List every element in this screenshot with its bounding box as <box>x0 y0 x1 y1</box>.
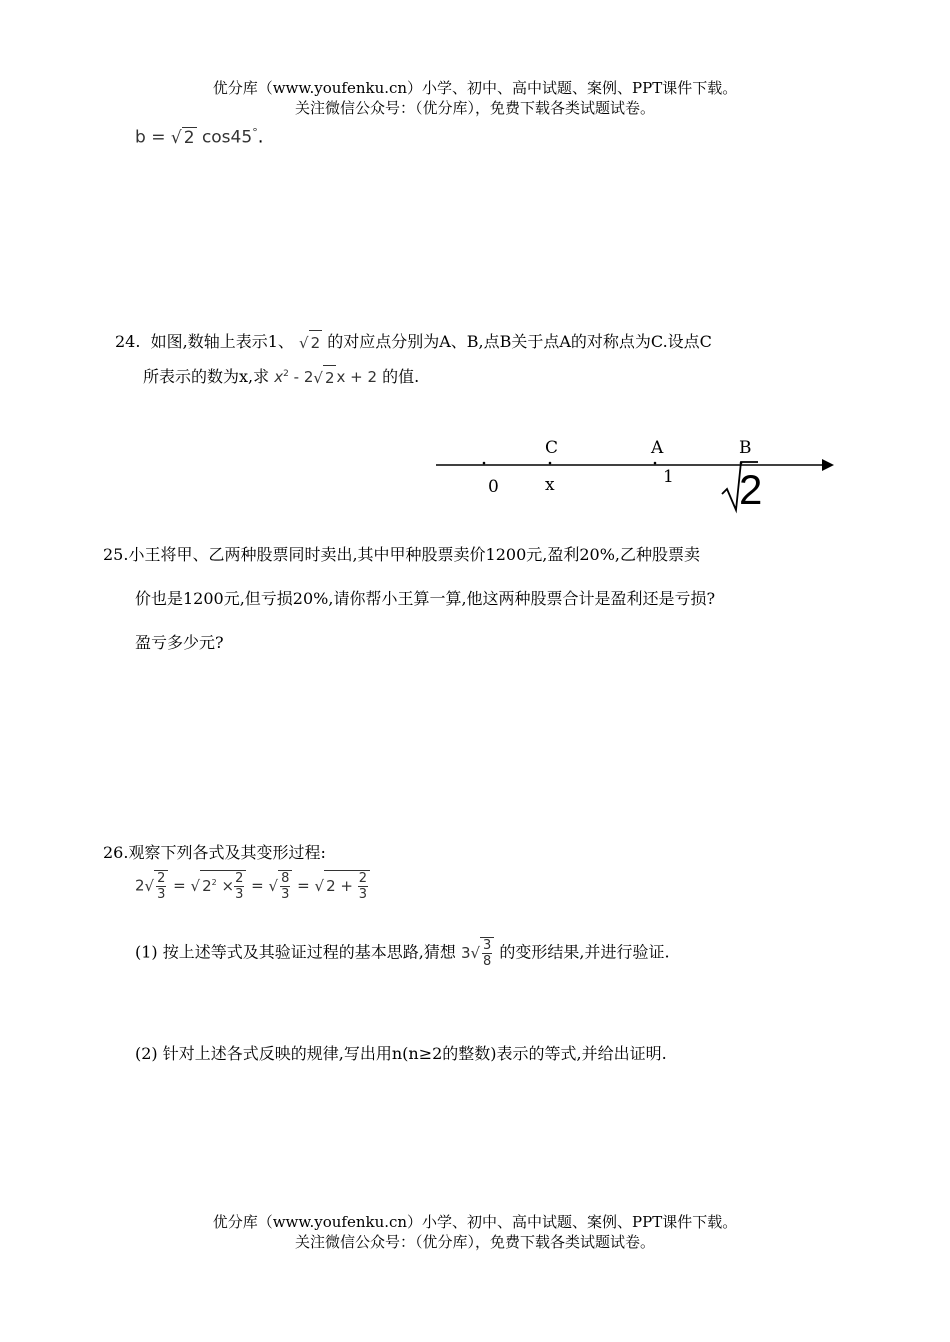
label-c: C <box>545 438 559 458</box>
number-line-arrow <box>822 459 834 471</box>
eq-sign-3: = <box>297 876 310 895</box>
eq-f1-num: 2 <box>157 871 166 886</box>
q26-p1-text-b: 的变形结果,并进行验证. <box>499 942 670 962</box>
eq-f3-num: 8 <box>281 871 290 886</box>
eq-f3-den: 3 <box>281 887 290 902</box>
q24-text-2b: 的值. <box>382 367 420 386</box>
tick-zero <box>483 462 486 465</box>
header-line-1: 优分库（www.youfenku.cn）小学、初中、高中试题、案例、PPT课件下载。 <box>212 79 738 97</box>
expr-tail: x + 2 <box>336 368 378 386</box>
q26-equation <box>135 870 370 902</box>
q26-part-2: (2) 针对上述各式反映的规律,写出用n(n≥2的整数)表示的等式,并给出证明. <box>135 1044 667 1063</box>
q24-text-2a: 所表示的数为x,求 <box>143 367 270 386</box>
p1-coef: 3 <box>460 943 471 962</box>
formula-period: . <box>257 126 264 148</box>
eq-sqrt-2: √ $2^2$ × $\frac{2}{3}$ <box>191 870 247 902</box>
eq-coef: 2 <box>135 876 145 895</box>
q24-text-1a: 如图,数轴上表示1、 <box>150 332 294 351</box>
formula-lhs: b = <box>135 127 166 148</box>
footer-line-1: 优分库（www.youfenku.cn）小学、初中、高中试题、案例、PPT课件下载。 <box>212 1213 738 1231</box>
q26-intro: 26.观察下列各式及其变形过程: <box>103 843 326 862</box>
q24-text-1b: 的对应点分别为A、B,点B关于点A的对称点为C.设点C <box>327 332 712 351</box>
eq-sqrt-1: √ $\frac{2}{3}$ <box>145 870 169 902</box>
eq-f4-num: 2 <box>358 871 368 886</box>
q24-number: 24. <box>115 332 141 351</box>
formula-degree: ° <box>252 126 258 139</box>
formula-cos: cos45 <box>201 127 253 148</box>
eq-f1-den: 3 <box>157 887 166 902</box>
expr-minus: - <box>293 368 300 386</box>
p1-num: 3 <box>483 938 492 953</box>
eq-times: × <box>221 877 235 895</box>
eq-sqrt-4: √ 2 + $\frac{2}{3}$ <box>315 870 371 902</box>
eq-base: 2 <box>202 877 212 895</box>
expr-coef: 2 <box>303 368 314 386</box>
tick-c <box>549 462 552 465</box>
eq-sign-2: = <box>251 876 264 895</box>
expr-radicand: 2 <box>323 365 337 390</box>
formula-radicand: 2 <box>183 128 195 149</box>
q24-sqrt2: √ 2 <box>299 330 322 355</box>
q25-line-1: 25.小王将甲、乙两种股票同时卖出,其中甲种股票卖价1200元,盈利20%,乙种股票卖 <box>103 545 700 564</box>
expr-exp: 2 <box>283 369 289 379</box>
q26-p1-text-a: (1) 按上述等式及其验证过程的基本思路,猜想 <box>135 942 456 962</box>
tick-a <box>654 462 657 465</box>
expr-sqrt: √ 2 <box>313 365 336 390</box>
q25-line-3: 盈亏多少元? <box>135 633 224 652</box>
label-sqrt2-radicand: 2 <box>739 466 763 513</box>
eq-sum: 2 + <box>326 877 353 895</box>
q26-part-1 <box>135 937 670 969</box>
sqrt-symbol: √ 2 <box>170 128 195 149</box>
eq-base-exp: 2 <box>211 878 217 887</box>
label-one: 1 <box>663 467 674 487</box>
label-zero: 0 <box>488 477 499 497</box>
eq-sqrt-3: √ $\frac{8}{3}$ <box>269 870 293 902</box>
label-x: x <box>545 475 555 495</box>
eq-f2-den: 3 <box>235 887 244 902</box>
q24-sqrt2-radicand: 2 <box>309 330 323 355</box>
q25-line-2: 价也是1200元,但亏损20%,请你帮小王算一算,他这两种股票合计是盈利还是亏损? <box>135 589 716 608</box>
eq-f2-num: 2 <box>235 871 244 886</box>
header-line-2: 关注微信公众号：（优分库），免费下载各类试题试卷。 <box>294 99 655 117</box>
eq-f4-den: 3 <box>358 887 368 902</box>
expr-x: x <box>274 368 284 386</box>
eq-sign-1: = <box>173 876 186 895</box>
p1-den: 8 <box>483 954 492 969</box>
label-a: A <box>651 438 664 458</box>
footer-line-2: 关注微信公众号：（优分库），免费下载各类试题试卷。 <box>294 1233 655 1251</box>
q26-p1-expr: 3√ $\frac{3}{8}$ <box>461 944 494 962</box>
label-b: B <box>739 438 752 458</box>
